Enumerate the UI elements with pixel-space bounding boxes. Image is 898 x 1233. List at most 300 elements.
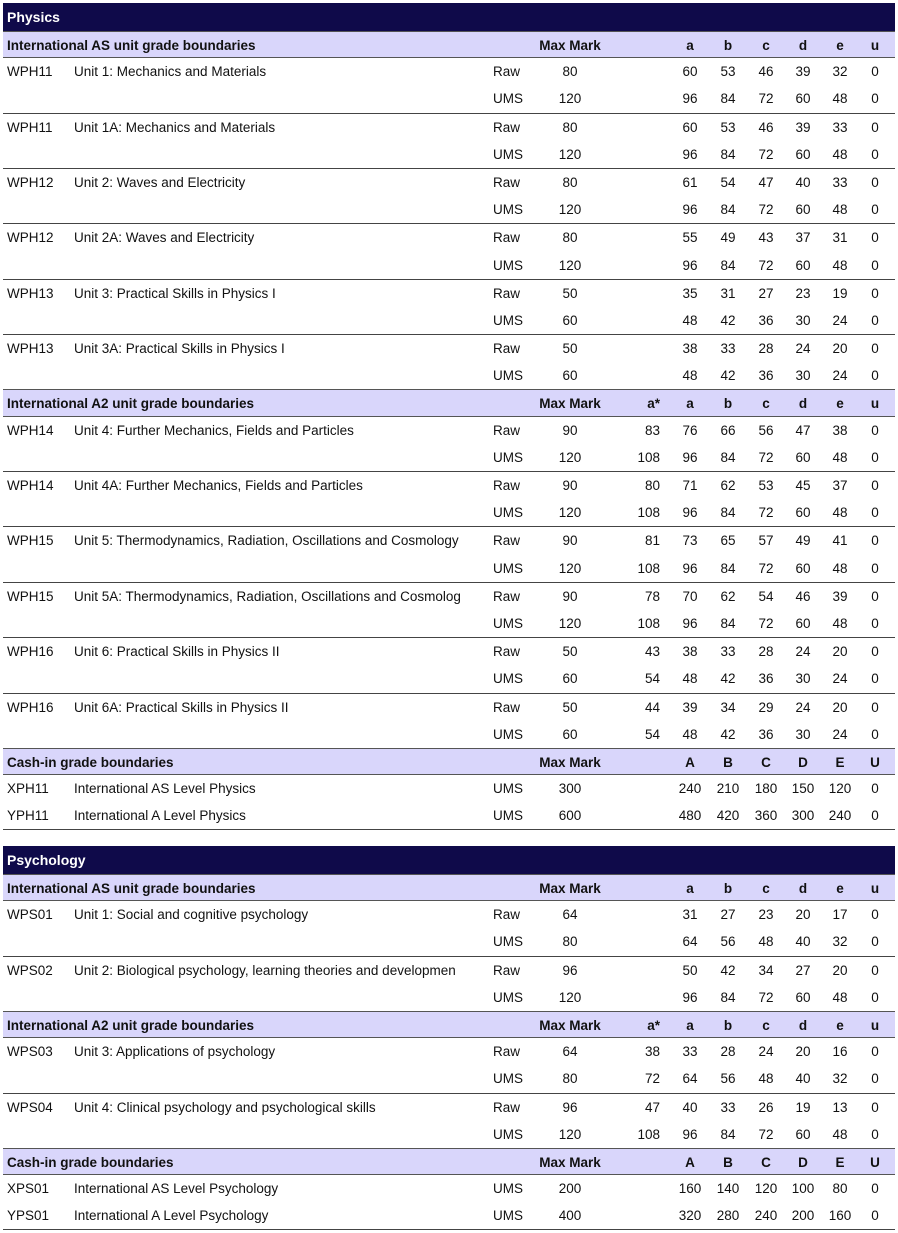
grade-a-value: 96 (682, 615, 698, 631)
grade-u-value: 0 (871, 808, 879, 824)
mark-type: Raw (493, 478, 521, 493)
table-row (3, 307, 895, 335)
unit-name: Unit 4A: Further Mechanics, Fields and Particles (74, 478, 363, 493)
grade-header-d: d (798, 1017, 808, 1033)
grade-d-value: 19 (795, 1099, 811, 1115)
unit-name: Unit 2A: Waves and Electricity (74, 230, 255, 246)
grade-a-value: 38 (682, 644, 698, 660)
mark-type: UMS (493, 615, 523, 631)
grade-c-value: 72 (758, 1126, 774, 1142)
grade-u-value: 0 (871, 1071, 879, 1087)
unit-code: WPH13 (7, 341, 54, 357)
unit-name: Unit 1A: Mechanics and Materials (74, 119, 276, 135)
grade-e-value: 17 (832, 907, 848, 923)
grade-header-a: a (686, 1017, 694, 1033)
table-row (3, 224, 895, 251)
unit-name: Unit 3: Applications of psychology (74, 1044, 276, 1060)
grade-b-value: 84 (720, 146, 736, 162)
grade-header-e: e (836, 396, 844, 412)
grade-e-value: 120 (828, 781, 852, 797)
grade-header-a: a (686, 38, 694, 53)
grade-b-value: 65 (720, 533, 736, 549)
unit-code: WPH16 (7, 644, 54, 660)
grade-a-value: 64 (682, 934, 698, 950)
table-row (3, 85, 895, 113)
grade-a-value: 48 (682, 726, 698, 742)
grade-u-value: 0 (871, 644, 879, 660)
mark-type: Raw (493, 644, 521, 660)
grade-header-e: E (835, 754, 845, 770)
table-row (3, 141, 895, 169)
grade-header-e: e (836, 38, 844, 53)
grade-u-value: 0 (871, 560, 879, 576)
max-mark: 80 (562, 230, 578, 246)
unit-code: WPH14 (7, 478, 54, 493)
grade-d-value: 200 (791, 1208, 815, 1224)
table-row (3, 280, 895, 307)
mark-type: UMS (493, 257, 523, 273)
grade-header-c: c (762, 881, 770, 896)
grade-b-value: 62 (720, 478, 736, 493)
max-mark: 80 (562, 64, 578, 80)
grade-d-value: 60 (795, 989, 811, 1005)
max-mark-header: Max Mark (539, 1154, 601, 1170)
grade-header-u: U (870, 1154, 880, 1170)
grade-c-value: 72 (758, 449, 774, 465)
max-mark: 120 (558, 146, 582, 162)
grade-u-value: 0 (871, 174, 879, 190)
unit-name: Unit 3: Practical Skills in Physics I (74, 285, 276, 301)
grade-b-value: 62 (720, 588, 736, 604)
mark-type: Raw (493, 699, 521, 715)
grade-astar-value: 44 (644, 699, 660, 715)
table-row (3, 114, 895, 141)
grade-u-value: 0 (871, 505, 879, 521)
table-row (3, 610, 895, 638)
grade-e-value: 24 (832, 368, 848, 384)
grade-u-value: 0 (871, 615, 879, 631)
grade-u-value: 0 (871, 368, 879, 384)
grade-c-value: 36 (758, 671, 774, 687)
table-row (3, 417, 895, 444)
table-row (3, 928, 895, 956)
grade-d-value: 24 (795, 341, 811, 357)
grade-a-value: 73 (682, 533, 698, 549)
grade-e-value: 48 (832, 449, 848, 465)
grade-header-c: c (762, 1017, 770, 1033)
grade-astar-value: 108 (637, 449, 660, 465)
grade-u-value: 0 (871, 64, 879, 80)
grade-astar-value: 108 (637, 615, 660, 631)
grade-e-value: 20 (832, 644, 848, 660)
grade-c-value: 56 (758, 422, 774, 438)
grade-d-value: 60 (795, 449, 811, 465)
grade-u-value: 0 (871, 1044, 879, 1060)
section-header (3, 31, 895, 58)
unit-name: Unit 4: Further Mechanics, Fields and Particles (74, 422, 354, 438)
max-mark: 120 (558, 615, 582, 631)
grade-u-value: 0 (871, 285, 879, 301)
grade-e-value: 48 (832, 615, 848, 631)
unit-code: YPH11 (7, 808, 49, 824)
grade-b-value: 33 (720, 644, 736, 660)
mark-type: UMS (493, 146, 523, 162)
grade-a-value: 33 (682, 1044, 698, 1060)
grade-b-value: 140 (716, 1181, 740, 1197)
grade-header-b: b (723, 396, 733, 412)
grade-header-b: B (723, 754, 733, 770)
grade-header-b: b (723, 1017, 733, 1033)
subject-title: Psychology (3, 846, 895, 874)
grade-e-value: 19 (832, 285, 848, 301)
grade-c-value: 240 (754, 1208, 778, 1224)
grade-b-value: 84 (720, 91, 736, 107)
max-mark: 600 (558, 808, 582, 824)
grade-u-value: 0 (871, 726, 879, 742)
grade-u-value: 0 (871, 699, 879, 715)
grade-header-d: d (798, 396, 808, 412)
grade-header-a: a (686, 396, 694, 412)
max-mark: 64 (562, 907, 578, 923)
grade-b-value: 42 (720, 368, 736, 384)
table-row (3, 694, 895, 721)
max-mark: 90 (562, 533, 578, 549)
mark-type: Raw (493, 533, 521, 549)
grade-a-value: 70 (682, 588, 698, 604)
grade-d-value: 24 (795, 644, 811, 660)
mark-type: Raw (493, 341, 521, 357)
mark-type: Raw (493, 174, 521, 190)
grade-b-value: 420 (716, 808, 740, 824)
grade-c-value: 43 (758, 230, 774, 246)
grade-c-value: 47 (758, 174, 774, 190)
unit-name: Unit 1: Social and cognitive psychology (74, 907, 309, 923)
grade-header-a: A (685, 1154, 695, 1170)
grade-d-value: 30 (795, 726, 811, 742)
max-mark: 120 (558, 91, 582, 107)
grade-d-value: 30 (795, 671, 811, 687)
unit-name: International A Level Physics (74, 808, 246, 824)
max-mark: 80 (562, 174, 578, 190)
unit-code: WPS01 (7, 907, 53, 923)
grade-a-value: 38 (682, 341, 698, 357)
grade-c-value: 180 (754, 781, 778, 797)
unit-code: WPS04 (7, 1099, 53, 1115)
max-mark: 120 (558, 449, 582, 465)
table-row (3, 252, 895, 280)
grade-header-c: c (762, 38, 770, 53)
section-header (3, 1011, 895, 1038)
grade-d-value: 150 (791, 781, 815, 797)
grade-b-value: 54 (720, 174, 736, 190)
grade-a-value: 48 (682, 671, 698, 687)
grade-c-value: 72 (758, 505, 774, 521)
max-mark-header: Max Mark (539, 396, 601, 412)
max-mark: 120 (558, 560, 582, 576)
grade-a-value: 240 (678, 781, 702, 797)
grade-astar-value: 43 (644, 644, 660, 660)
grade-header-astar: a* (647, 1017, 660, 1033)
grade-e-value: 13 (832, 1099, 848, 1115)
grade-u-value: 0 (871, 341, 879, 357)
max-mark: 60 (562, 312, 578, 328)
grade-e-value: 41 (832, 533, 848, 549)
grade-d-value: 60 (795, 1126, 811, 1142)
max-mark: 64 (562, 1044, 578, 1060)
max-mark: 200 (558, 1181, 582, 1197)
grade-e-value: 48 (832, 146, 848, 162)
unit-name: Unit 6: Practical Skills in Physics II (74, 644, 280, 660)
grade-b-value: 33 (720, 1099, 736, 1115)
unit-code: WPH11 (7, 119, 53, 135)
unit-name: International A Level Psychology (74, 1208, 269, 1224)
max-mark: 90 (562, 478, 578, 493)
grade-c-value: 53 (758, 478, 774, 493)
grade-b-value: 31 (720, 285, 736, 301)
grade-a-value: 35 (682, 285, 698, 301)
grade-d-value: 45 (795, 478, 811, 493)
grade-e-value: 24 (832, 726, 848, 742)
grade-c-value: 27 (758, 285, 774, 301)
mark-type: UMS (493, 1126, 523, 1142)
table-row (3, 196, 895, 224)
grade-d-value: 39 (795, 119, 811, 135)
grade-b-value: 84 (720, 505, 736, 521)
grade-d-value: 60 (795, 615, 811, 631)
table-row (3, 984, 895, 1011)
grade-c-value: 24 (758, 1044, 774, 1060)
grade-astar-value: 108 (637, 505, 660, 521)
grade-a-value: 60 (682, 119, 698, 135)
grade-d-value: 100 (791, 1181, 815, 1197)
grade-u-value: 0 (871, 202, 879, 218)
grade-a-value: 96 (682, 449, 698, 465)
grade-header-e: E (835, 1154, 845, 1170)
grade-c-value: 28 (758, 341, 774, 357)
max-mark: 80 (562, 934, 578, 950)
grade-d-value: 300 (791, 808, 815, 824)
grade-astar-value: 81 (644, 533, 660, 549)
grade-header-b: b (723, 881, 733, 896)
grade-d-value: 60 (795, 505, 811, 521)
grade-e-value: 39 (832, 588, 848, 604)
grade-d-value: 23 (795, 285, 811, 301)
grade-c-value: 48 (758, 934, 774, 950)
grade-a-value: 96 (682, 257, 698, 273)
table-row (3, 665, 895, 693)
grade-astar-value: 54 (644, 726, 660, 742)
unit-name: Unit 2: Biological psychology, learning theories and developmen (74, 962, 456, 978)
grade-c-value: 36 (758, 726, 774, 742)
grade-e-value: 20 (832, 341, 848, 357)
max-mark: 120 (558, 1126, 582, 1142)
grade-c-value: 28 (758, 644, 774, 660)
section-label: International A2 unit grade boundaries (7, 396, 255, 412)
grade-e-value: 24 (832, 671, 848, 687)
grade-c-value: 34 (758, 962, 774, 978)
grade-u-value: 0 (871, 478, 879, 493)
grade-a-value: 320 (678, 1208, 702, 1224)
grade-u-value: 0 (871, 422, 879, 438)
mark-type: Raw (493, 1099, 521, 1115)
grade-e-value: 48 (832, 91, 848, 107)
grade-a-value: 96 (682, 505, 698, 521)
grade-b-value: 42 (720, 962, 736, 978)
grade-a-value: 96 (682, 1126, 698, 1142)
unit-name: International AS Level Physics (74, 781, 256, 797)
table-row (3, 901, 895, 928)
grade-e-value: 33 (832, 174, 848, 190)
grade-a-value: 480 (678, 808, 702, 824)
grade-c-value: 36 (758, 368, 774, 384)
grade-b-value: 42 (720, 671, 736, 687)
grade-e-value: 48 (832, 202, 848, 218)
grade-c-value: 57 (758, 533, 774, 549)
grade-d-value: 46 (795, 588, 811, 604)
grade-c-value: 72 (758, 257, 774, 273)
grade-c-value: 72 (758, 146, 774, 162)
grade-b-value: 53 (720, 64, 736, 80)
grade-header-c: C (761, 754, 771, 770)
grade-header-u: u (870, 396, 880, 412)
mark-type: UMS (493, 560, 523, 576)
grade-u-value: 0 (871, 1126, 879, 1142)
grade-b-value: 84 (720, 1126, 736, 1142)
grade-a-value: 60 (682, 64, 698, 80)
grade-a-value: 96 (682, 560, 698, 576)
table-row (3, 335, 895, 362)
grade-e-value: 33 (832, 119, 848, 135)
grade-a-value: 50 (682, 962, 698, 978)
unit-code: WPH11 (7, 64, 53, 80)
grade-e-value: 240 (828, 808, 852, 824)
table-row (3, 472, 895, 499)
grade-u-value: 0 (871, 1099, 879, 1115)
subject-table-physics (3, 3, 895, 830)
grade-a-value: 96 (682, 989, 698, 1005)
grade-c-value: 29 (758, 699, 774, 715)
section-header (3, 1148, 895, 1175)
section-header (3, 748, 895, 775)
grade-b-value: 84 (720, 257, 736, 273)
grade-header-a: a (686, 881, 694, 896)
mark-type: Raw (493, 422, 521, 438)
grade-header-c: C (761, 1154, 771, 1170)
mark-type: UMS (493, 726, 523, 742)
grade-b-value: 49 (720, 230, 736, 246)
grade-u-value: 0 (871, 781, 879, 797)
grade-e-value: 32 (832, 64, 848, 80)
grade-a-value: 96 (682, 146, 698, 162)
unit-name: Unit 4: Clinical psychology and psychological skills (74, 1099, 376, 1115)
mark-type: UMS (493, 91, 523, 107)
max-mark: 60 (562, 726, 578, 742)
grade-astar-value: 47 (644, 1099, 660, 1115)
unit-code: XPH11 (7, 781, 49, 797)
grade-header-b: B (723, 1154, 733, 1170)
grade-c-value: 72 (758, 202, 774, 218)
table-row (3, 802, 895, 830)
max-mark: 120 (558, 989, 582, 1005)
grade-header-a: A (685, 754, 695, 770)
grade-d-value: 20 (795, 1044, 811, 1060)
grade-astar-value: 80 (644, 478, 660, 493)
unit-code: WPH15 (7, 588, 54, 604)
max-mark: 120 (558, 505, 582, 521)
grade-d-value: 60 (795, 202, 811, 218)
table-row (3, 499, 895, 527)
grade-e-value: 20 (832, 699, 848, 715)
grade-u-value: 0 (871, 257, 879, 273)
table-row (3, 775, 895, 802)
max-mark: 96 (562, 962, 578, 978)
grade-b-value: 27 (720, 907, 736, 923)
grade-header-d: D (798, 754, 808, 770)
unit-name: International AS Level Psychology (74, 1181, 279, 1197)
max-mark: 120 (558, 202, 582, 218)
grade-u-value: 0 (871, 230, 879, 246)
unit-code: WPH12 (7, 230, 54, 246)
grade-u-value: 0 (871, 119, 879, 135)
grade-e-value: 48 (832, 505, 848, 521)
grade-e-value: 37 (832, 478, 848, 493)
table-row (3, 638, 895, 665)
unit-code: WPH12 (7, 174, 54, 190)
grade-c-value: 120 (754, 1181, 778, 1197)
mark-type: UMS (493, 781, 523, 797)
table-row (3, 1121, 895, 1148)
section-label: International AS unit grade boundaries (7, 881, 256, 896)
grade-header-b: b (723, 38, 733, 53)
section-header (3, 389, 895, 416)
mark-type: UMS (493, 808, 523, 824)
section-label: International A2 unit grade boundaries (7, 1017, 255, 1033)
unit-name: Unit 5A: Thermodynamics, Radiation, Oscillations and Cosmolog (74, 588, 461, 604)
table-row (3, 527, 895, 554)
max-mark-header: Max Mark (539, 1017, 601, 1033)
grade-header-d: d (798, 38, 808, 53)
table-row (3, 957, 895, 984)
grade-d-value: 60 (795, 91, 811, 107)
grade-d-value: 20 (795, 907, 811, 923)
grade-u-value: 0 (871, 1181, 879, 1197)
unit-code: WPH15 (7, 533, 54, 549)
grade-e-value: 48 (832, 257, 848, 273)
mark-type: UMS (493, 671, 523, 687)
grade-b-value: 42 (720, 726, 736, 742)
grade-e-value: 32 (832, 934, 848, 950)
grade-b-value: 56 (720, 1071, 736, 1087)
unit-code: WPH13 (7, 285, 54, 301)
grade-header-u: u (870, 1017, 880, 1033)
grade-header-d: d (798, 881, 808, 896)
section-label: Cash-in grade boundaries (7, 1154, 174, 1170)
grade-e-value: 20 (832, 962, 848, 978)
table-row (3, 169, 895, 196)
grade-b-value: 33 (720, 341, 736, 357)
section-label: International AS unit grade boundaries (7, 38, 256, 53)
grade-header-u: u (870, 38, 880, 53)
grade-b-value: 66 (720, 422, 736, 438)
unit-code: YPS01 (7, 1208, 50, 1224)
grade-d-value: 39 (795, 64, 811, 80)
max-mark: 50 (562, 285, 578, 301)
max-mark: 400 (558, 1208, 582, 1224)
grade-a-value: 64 (682, 1071, 698, 1087)
unit-code: WPH16 (7, 699, 54, 715)
grade-astar-value: 38 (644, 1044, 660, 1060)
grade-astar-value: 54 (644, 671, 660, 687)
